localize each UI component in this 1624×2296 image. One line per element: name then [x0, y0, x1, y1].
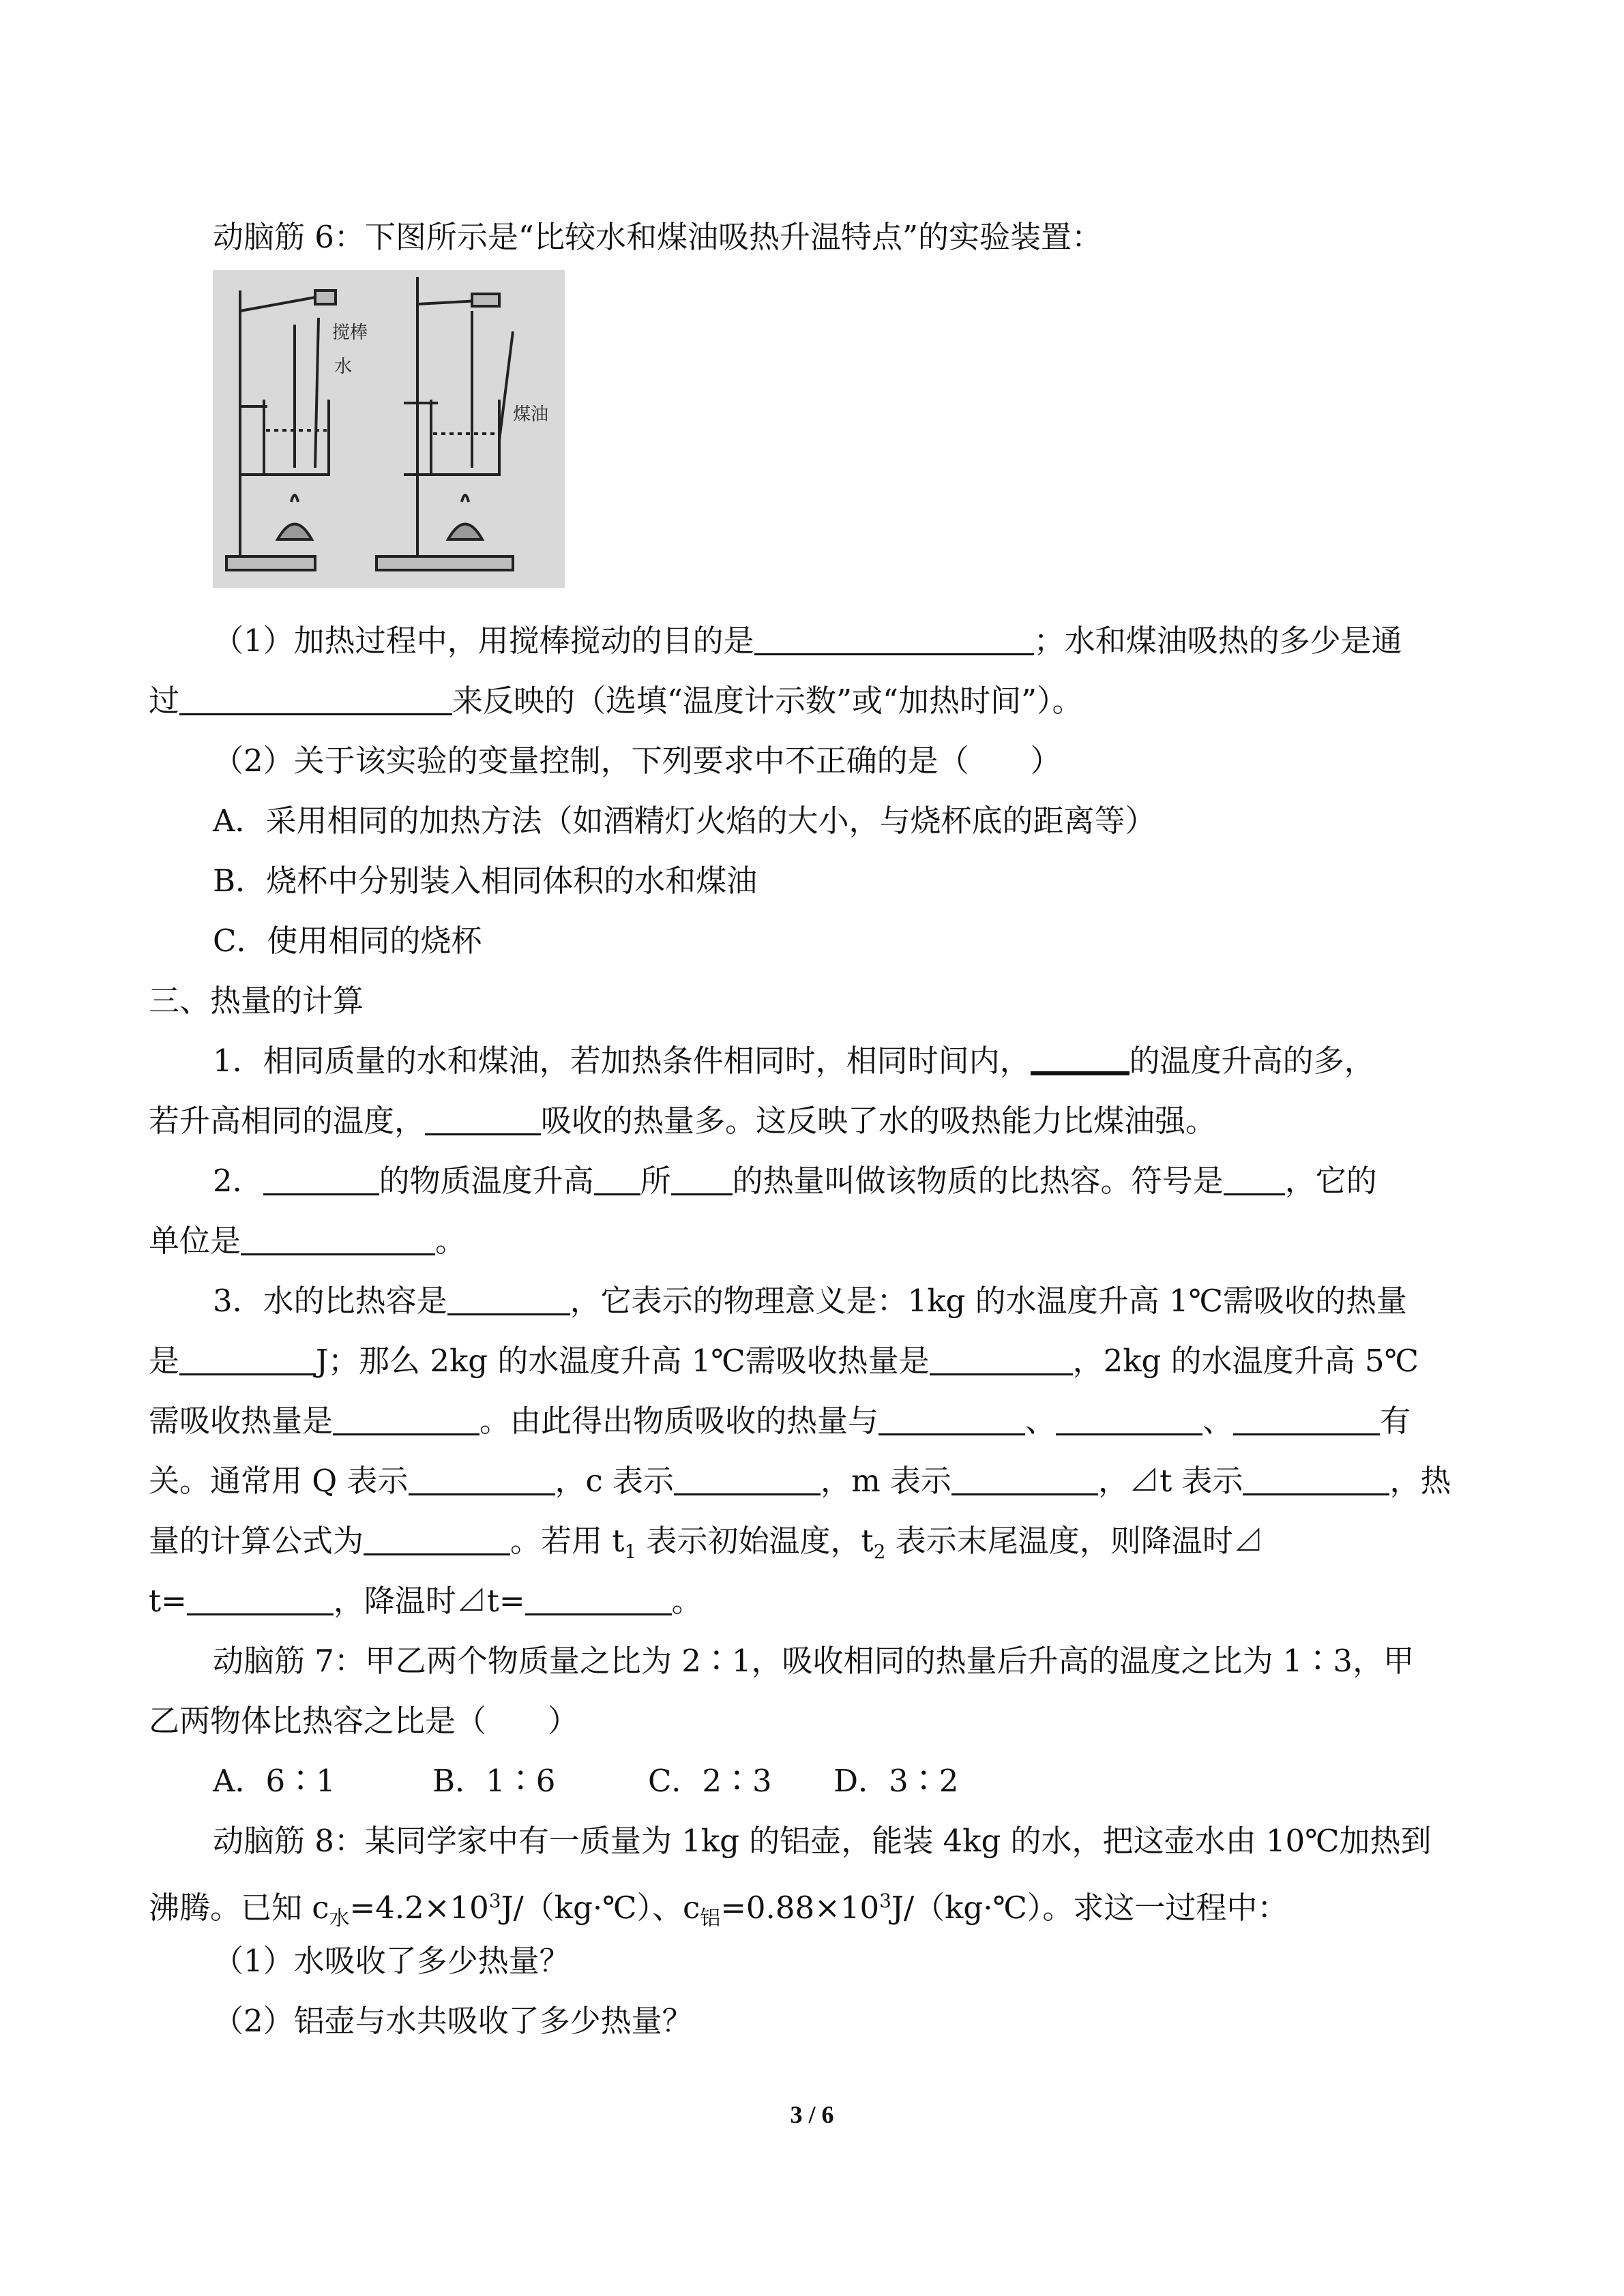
q7-option-d: D．3∶2: [833, 1763, 959, 1799]
blank[interactable]: [425, 1105, 541, 1135]
q7-line2: 乙两物体比热容之比是（ ）: [149, 1703, 579, 1739]
q7-option-b: B．1∶6: [432, 1763, 556, 1799]
q7-options: [213, 1761, 958, 1802]
blank[interactable]: [263, 1165, 379, 1195]
item3-line6: t= ，降温时⊿t= 。: [149, 1583, 703, 1619]
blank[interactable]: [1243, 1465, 1389, 1495]
q8-line1: 动脑筋 8：某同学家中有一质量为 1kg 的铝壶，能装 4kg 的水，把这壶水由 10℃加热到: [213, 1823, 1432, 1859]
blank[interactable]: [1224, 1165, 1285, 1195]
q6-part1-line2: 过 来反映的（选填“温度计示数”或“加热时间”）。: [149, 683, 1083, 719]
item3-line1: 3．水的比热容是 ，它表示的物理意义是：1kg 的水温度升高 1℃需吸收的热量: [213, 1283, 1407, 1319]
blank[interactable]: [879, 1405, 1025, 1435]
q6-part2: （2）关于该实验的变量控制，下列要求中不正确的是（ ）: [213, 743, 1061, 779]
blank[interactable]: [187, 1585, 334, 1615]
q7-option-a: A．6∶1: [213, 1763, 336, 1799]
blank[interactable]: [1233, 1405, 1380, 1435]
item3-line2: 是 J；那么 2kg 的水温度升高 1℃需吸收热量是 ，2kg 的水温度升高 5℃: [149, 1343, 1419, 1379]
blank[interactable]: [179, 685, 452, 715]
q8-part2: （2）铝壶与水共吸收了多少热量？: [213, 2003, 693, 2039]
item3-line4: 关。通常用 Q 表示 ，c 表示 ，m 表示 ，⊿t 表示 ，热: [149, 1463, 1451, 1499]
water-label: 水: [334, 357, 353, 377]
blank[interactable]: [525, 1585, 672, 1615]
item1-line2: 若升高相同的温度， 吸收的热量多。这反映了水的吸热能力比煤油强。: [149, 1103, 1217, 1139]
section-heading: 三、热量的计算: [149, 983, 364, 1019]
q6-option-c: C．使用相同的烧杯: [213, 923, 482, 959]
q7-line1: 动脑筋 7：甲乙两个物质量之比为 2∶1，吸收相同的热量后升高的温度之比为 1∶3，甲: [213, 1643, 1415, 1679]
item3-line3: 需吸收热量是 。由此得出物质吸收的热量与 、 、 有: [149, 1403, 1411, 1439]
item3-line5: 量的计算公式为 。若用 $t_1$ 表示初始温度，$t_2$ 表示末尾温度，则降温时⊿: [149, 1523, 1264, 1563]
q8-part1: （1）水吸收了多少热量？: [213, 1943, 570, 1979]
blank[interactable]: [594, 1165, 640, 1195]
blank[interactable]: [447, 1285, 570, 1315]
blank[interactable]: [754, 625, 1034, 655]
item1-line1: 1．相同质量的水和煤油，若加热条件相同时，相同时间内， 的温度升高的多，: [213, 1043, 1375, 1079]
blank[interactable]: [333, 1405, 479, 1435]
blank[interactable]: [671, 1165, 733, 1195]
stir-rod-label: 搅棒: [332, 323, 368, 343]
blank[interactable]: [179, 1345, 316, 1375]
kerosene-label: 煤油: [513, 404, 549, 425]
blank[interactable]: [409, 1465, 555, 1495]
experiment-apparatus-figure: [213, 270, 565, 588]
blank[interactable]: [1031, 1043, 1130, 1075]
blank[interactable]: [930, 1345, 1073, 1375]
page-number: 3 / 6: [790, 2101, 834, 2128]
item2-line1: 2． 的物质温度升高 所 的热量叫做该物质的比热容。符号是 ，它的: [213, 1163, 1377, 1199]
q6-part1-line1: （1）加热过程中，用搅棒搅动的目的是 ；水和煤油吸热的多少是通: [213, 623, 1402, 659]
blank[interactable]: [951, 1465, 1098, 1495]
item2-line2: 单位是 。: [149, 1223, 467, 1259]
blank[interactable]: [1056, 1405, 1202, 1435]
q8-line2: 沸腾。已知 $c_水=4.2\times 10^3J/(kg\cdot℃)$、$c_铝=0.88\times 10^3J/(kg\cdot℃)$。求这一过程中：: [149, 1890, 1288, 1930]
q6-option-a: A．采用相同的加热方法（如酒精灯火焰的大小，与烧杯底的距离等）: [213, 803, 1156, 839]
q6-option-b: B．烧杯中分别装入相同体积的水和煤油: [213, 863, 758, 899]
q6-intro: 动脑筋 6：下图所示是“比较水和煤油吸热升温特点”的实验装置：: [213, 219, 1102, 255]
q7-option-c: C．2∶3: [648, 1763, 772, 1799]
blank[interactable]: [674, 1465, 821, 1495]
blank[interactable]: [364, 1525, 510, 1555]
blank[interactable]: [241, 1225, 435, 1255]
